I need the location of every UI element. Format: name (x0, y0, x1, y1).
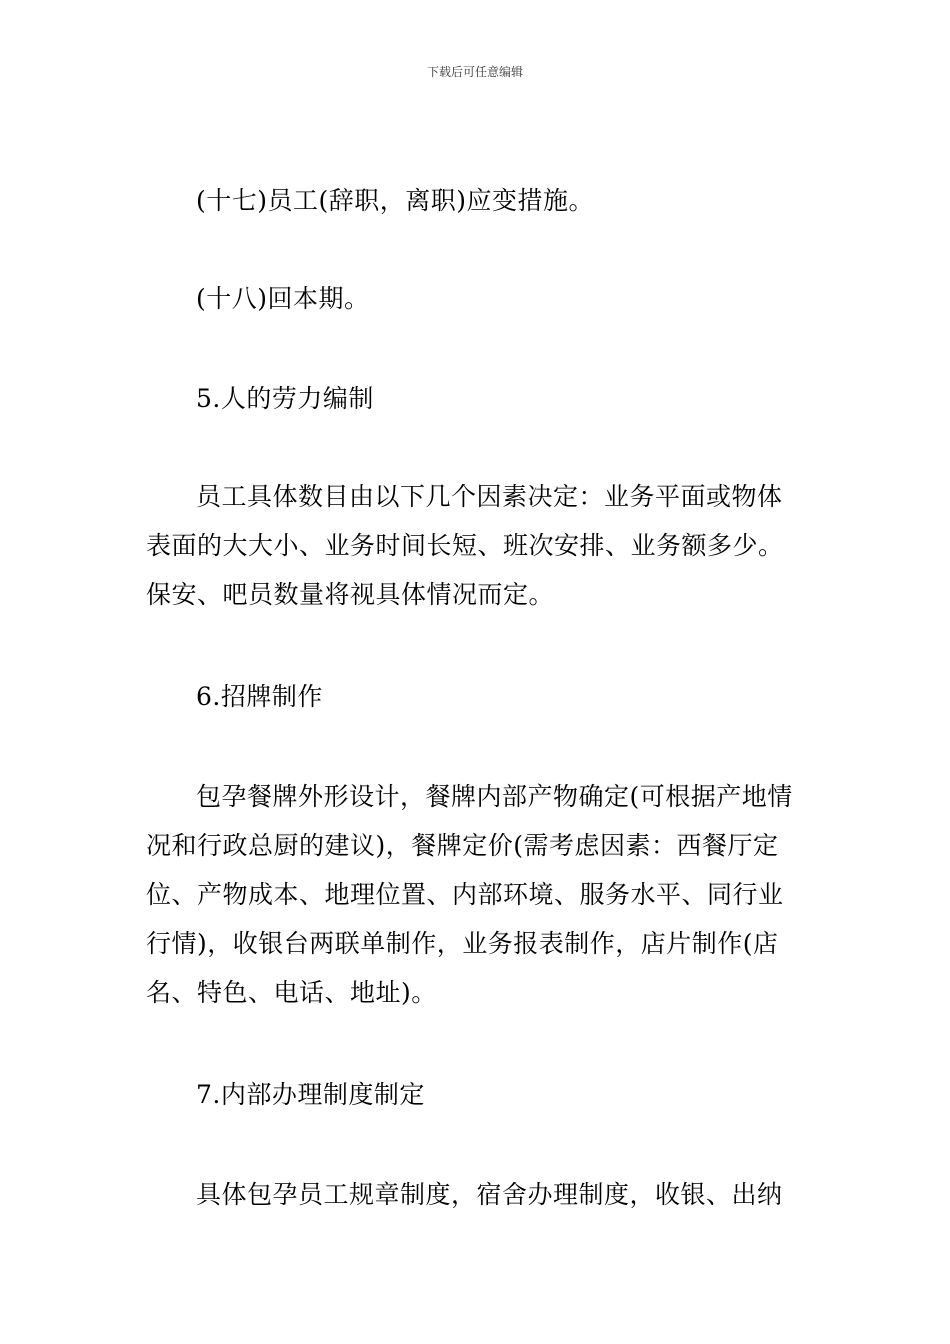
paragraph-line: 表面的大大小、业务时间长短、班次安排、业务额多少。 (146, 531, 784, 560)
paragraph-line: 位、产物成本、地理位置、内部环境、服务水平、同行业 (146, 880, 784, 909)
heading-text: 5.人的劳力编制 (196, 384, 374, 413)
heading-text: 6.招牌制作 (196, 682, 323, 711)
paragraph-line: (十八)回本期。 (196, 284, 370, 313)
page-header: 下载后可任意编辑 (426, 65, 523, 79)
paragraph-line: (十七)员工(辞职，离职)应变措施。 (196, 186, 595, 215)
paragraph-line: 保安、吧员数量将视具体情况而定。 (146, 580, 555, 609)
heading-text: 7.内部办理制度制定 (196, 1080, 425, 1109)
paragraph-line: 况和行政总厨的建议)，餐牌定价(需考虑因素：西餐厅定 (146, 831, 779, 860)
paragraph-staffing (146, 472, 811, 619)
section-heading-6 (146, 672, 811, 721)
paragraph-1 (146, 176, 811, 225)
paragraph-menu (146, 772, 811, 1017)
paragraph-line: 员工具体数目由以下几个因素决定：业务平面或物体 (196, 482, 783, 511)
paragraph-line: 具体包孕员工规章制度，宿舍办理制度，收银、出纳 (196, 1180, 783, 1209)
paragraph-line: 包孕餐牌外形设计，餐牌内部产物确定(可根据产地情 (196, 782, 793, 811)
paragraph-2 (146, 274, 811, 323)
paragraph-line: 行情)，收银台两联单制作，业务报表制作，店片制作(店 (146, 929, 779, 958)
section-heading-5 (146, 374, 811, 423)
paragraph-line: 名、特色、电话、地址)。 (146, 978, 437, 1007)
section-heading-7 (146, 1070, 811, 1119)
paragraph-rules (146, 1170, 811, 1219)
